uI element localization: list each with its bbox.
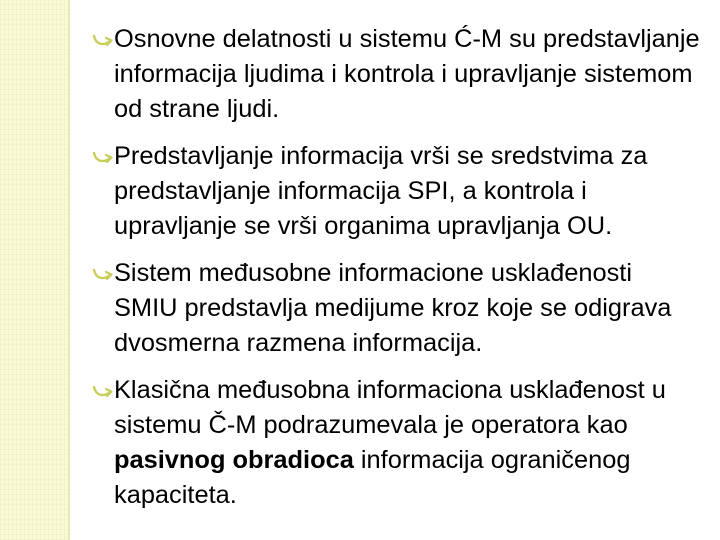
- curved-arrow-bullet-icon: [92, 268, 113, 282]
- curved-arrow-bullet-icon: [92, 34, 113, 48]
- bullet-text-after: informacija ograničenog kapaciteta.: [114, 446, 631, 509]
- bullet-text-before: Klasična međusobna informaciona usklađenost u sistemu Č-M podrazumevala je operatora kao: [114, 376, 666, 439]
- bullet-text: Predstavljanje informacija vrši se sredstvima za predstavljanje informacija SPI, a kontrola i upravljanje se vrši organima upravljanja OU.: [114, 142, 648, 240]
- bullet-item-2: [88, 139, 700, 244]
- decorative-side-rule: [68, 0, 70, 540]
- bullet-text: Osnovne delatnosti u sistemu Ć-M su predstavljanje informacija ljudima i kontrola i upravljanje sistemom od strane ljudi.: [114, 25, 700, 123]
- bullet-item-4: [88, 373, 700, 513]
- bullet-item-3: [88, 256, 700, 361]
- decorative-side-band: [0, 0, 68, 540]
- curved-arrow-bullet-icon: [92, 151, 113, 165]
- bullet-item-1: [88, 22, 700, 127]
- bullet-text-bold: pasivnog obradioca: [114, 446, 354, 474]
- curved-arrow-bullet-icon: [92, 385, 113, 399]
- slide-body: [88, 22, 700, 525]
- bullet-text: Sistem međusobne informacione usklađenosti SMIU predstavlja medijume kroz koje se odigrava dvosmerna razmena informacija.: [114, 259, 672, 357]
